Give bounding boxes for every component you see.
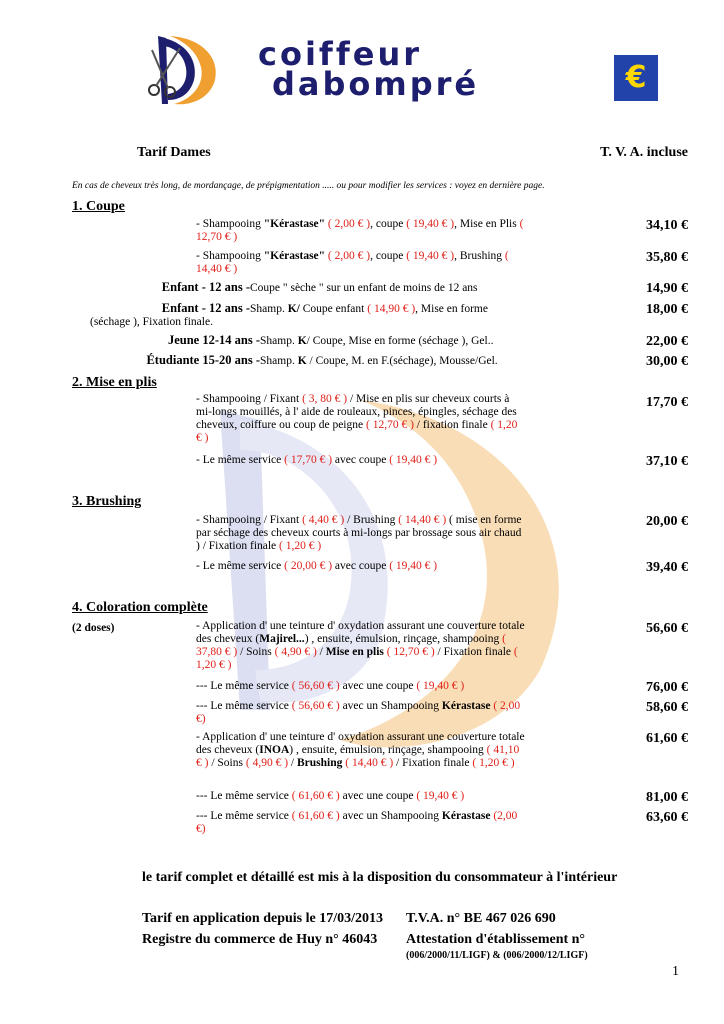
mise-en-plis-row-2: - Le même service ( 17,70 € ) avec coupe ( 19,40 € ) [196, 454, 438, 466]
coupe-price-2: 35,80 € [646, 250, 688, 265]
section-mise-en-plis-title: 2. Mise en plis [72, 375, 157, 390]
logo-line1: coiffeur [258, 35, 423, 73]
coloration-price-3: 58,60 € [646, 700, 688, 715]
coupe-price-3: 14,90 € [646, 281, 688, 296]
footer-registre: Registre du commerce de Huy n° 46043 [142, 932, 378, 947]
page-title: Tarif Dames [137, 145, 211, 160]
coloration-row-1: - Application d' une teinture d' oxydation assurant une couverture totale des cheveux (Majirel...) , ensuite, émulsion, rinçage, shampooing ( 37,80 € ) / Soins ( 4,90 € ) / Mise en plis ( 12,70 € ) / Fixation finale ( 1,20 € ) [196, 620, 525, 671]
coloration-price-2: 76,00 € [646, 680, 688, 695]
footer-attestation: Attestation d'établissement n° [406, 932, 586, 947]
coloration-row-3: --- Le même service ( 56,60 € ) avec un Shampooing Kérastase ( 2,00 €) [196, 700, 521, 725]
coloration-price-6: 63,60 € [646, 810, 688, 825]
coupe-row-3: Enfant - 12 ans -Coupe " sèche " sur un enfant de moins de 12 ans [161, 280, 478, 294]
coloration-price-1: 56,60 € [646, 621, 688, 636]
mise-en-plis-price-1: 17,70 € [646, 395, 688, 410]
doses-label: (2 doses) [72, 622, 115, 634]
section-coupe-title: 1. Coupe [72, 199, 125, 214]
coupe-row-6: Étudiante 15-20 ans -Shamp. K / Coupe, M. en F.(séchage), Mousse/Gel. [146, 353, 498, 367]
coloration-row-4: - Application d' une teinture d' oxydation assurant une couverture totale des cheveux (INOA) , ensuite, émulsion, rinçage, shampooing ( 41,10 € ) / Soins ( 4,90 € ) / Brushing ( 14,40 € ) / Fixation finale ( 1,20 € ) [196, 731, 525, 769]
coloration-row-2: --- Le même service ( 56,60 € ) avec une coupe ( 19,40 € ) [196, 680, 465, 692]
coloration-row-5: --- Le même service ( 61,60 € ) avec une coupe ( 19,40 € ) [196, 790, 465, 802]
coupe-row-2: - Shampooing "Kérastase" ( 2,00 € ), coupe ( 19,40 € ), Brushing ( 14,40 € ) [196, 250, 509, 275]
section-coloration-title: 4. Coloration complète [72, 600, 208, 615]
coloration-price-4: 61,60 € [646, 731, 688, 746]
coloration-price-5: 81,00 € [646, 790, 688, 805]
section-brushing-title: 3. Brushing [72, 494, 142, 509]
euro-icon: € [614, 55, 658, 101]
footer-tva-number: T.V.A. n° BE 467 026 690 [406, 911, 556, 926]
mise-en-plis-row-1: - Shampooing / Fixant ( 3, 80 € ) / Mise en plis sur cheveux courts à mi-longs mouillés, à l' aide de rouleaux, pinces, épingles, séchage des cheveux, coiffure ou coup de peigne ( 12,70 € ) / fixation finale ( 1,20 € ) [196, 393, 518, 444]
coupe-price-4: 18,00 € [646, 302, 688, 317]
logo-line2: dabompré [272, 65, 480, 103]
brushing-row-2: - Le même service ( 20,00 € ) avec coupe ( 19,40 € ) [196, 560, 438, 572]
page-number: 1 [672, 964, 679, 979]
coupe-row-5: Jeune 12-14 ans -Shamp. K/ Coupe, Mise en forme (séchage ), Gel.. [167, 333, 494, 347]
coupe-price-6: 30,00 € [646, 354, 688, 369]
brushing-price-2: 39,40 € [646, 560, 688, 575]
coupe-row-1: - Shampooing "Kérastase" ( 2,00 € ), coupe ( 19,40 € ), Mise en Plis ( 12,70 € ) [196, 218, 524, 243]
note: En cas de cheveux très long, de mordançage, de prépigmentation ..... ou pour modifier les services : voyez en dernière page. [72, 181, 545, 191]
coloration-row-6: --- Le même service ( 61,60 € ) avec un Shampooing Kérastase (2,00 €) [196, 810, 518, 835]
logo-mark-icon [140, 28, 220, 108]
footer-tarif-date: Tarif en application depuis le 17/03/2013 [142, 911, 384, 926]
tva-header: T. V. A. incluse [600, 145, 688, 160]
footer-attestation-numbers: (006/2000/11/LIGF) & (006/2000/12/LIGF) [406, 950, 588, 961]
footer-statement: le tarif complet et détaillé est mis à la disposition du consommateur à l'intérieur [142, 870, 618, 885]
coupe-price-1: 34,10 € [646, 218, 688, 233]
brushing-row-1: - Shampooing / Fixant ( 4,40 € ) / Brushing ( 14,40 € ) ( mise en forme par séchage des cheveux courts à mi-longs par brossage sous air chaud ) / Fixation finale ( 1,20 € ) [196, 514, 522, 552]
coupe-price-5: 22,00 € [646, 334, 688, 349]
mise-en-plis-price-2: 37,10 € [646, 454, 688, 469]
brushing-price-1: 20,00 € [646, 514, 688, 529]
coupe-row-4: Enfant - 12 ans -Shamp. K/ Coupe enfant ( 14,90 € ), Mise en forme (séchage ), Fixation finale. [90, 301, 488, 328]
